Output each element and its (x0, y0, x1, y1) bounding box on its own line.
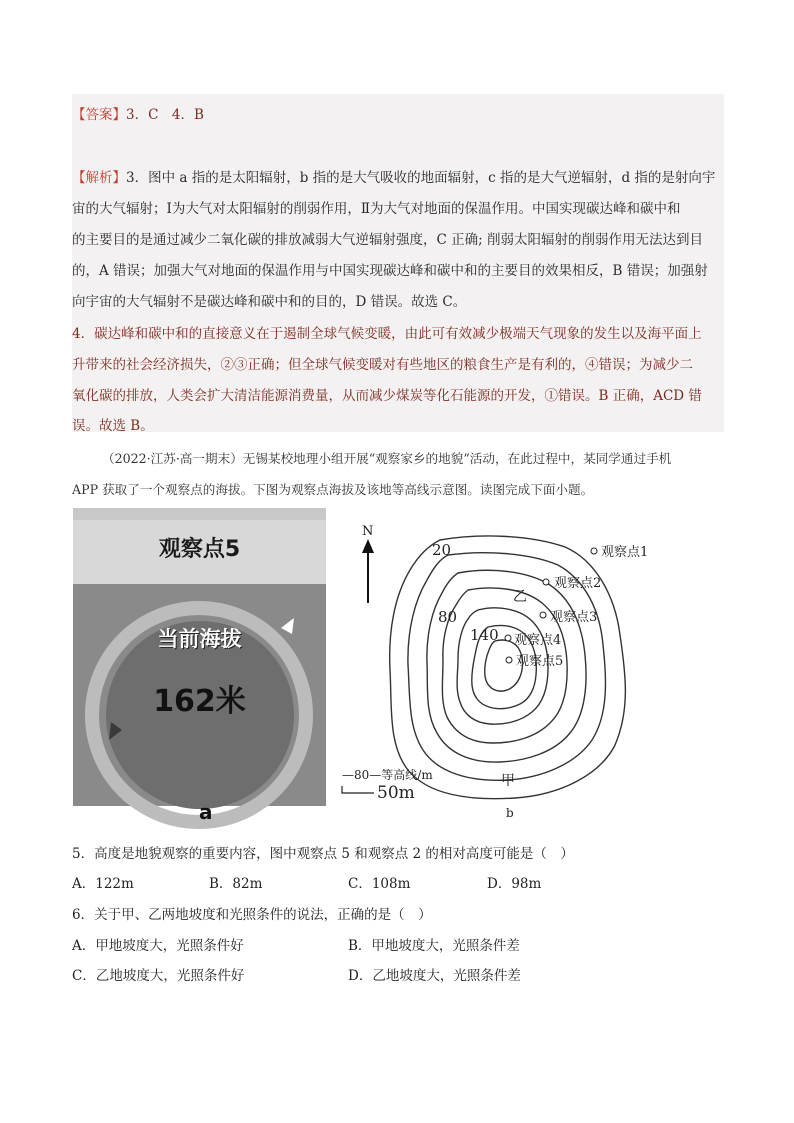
observation-point-icon (505, 635, 511, 641)
answer-line (72, 103, 727, 123)
dial-pointer-icon (109, 722, 122, 740)
q6-option-d: D．乙地坡度大，光照条件差 (348, 968, 521, 984)
legend-scale: 50m (377, 783, 415, 803)
figure-b-contour-map (330, 505, 670, 825)
north-label: N (362, 524, 374, 539)
q5-option-b: B．82m (209, 876, 263, 892)
analysis-line-1 (72, 166, 727, 186)
analysis-line-5: 向宇宙的大气辐射不是碳达峰和碳中和的目的，D 错误。故选 C。 (72, 294, 467, 310)
analysis-line-2: 宙的大气辐射；Ⅰ为大气对太阳辐射的削弱作用，Ⅱ为大气对地面的保温作用。中国实现碳达峰和碳中和 (72, 201, 681, 217)
observation-point-icon (506, 657, 512, 663)
q5-option-c: C．108m (348, 876, 411, 892)
analysis-line-3: 的主要目的是通过减少二氧化碳的排放减弱大气逆辐射强度，C 正确; 削弱太阳辐射的削弱作用无法达到目 (72, 232, 703, 248)
analysis-tag: 【解析】 (72, 170, 126, 186)
figure-a-app-screen (73, 508, 326, 806)
figure-a-caption: a (199, 800, 213, 824)
observation-point-label: 观察点1 (601, 545, 649, 560)
figure-b-caption: b (506, 806, 514, 820)
observation-point-icon (543, 579, 549, 585)
observation-point-icon (591, 548, 597, 554)
analysis-q4-line-2: 升带来的社会经济损失，②③正确；但全球气候变暖对有些地区的粮食生产是有利的，④错误；为减少二 (72, 357, 693, 373)
intro-line-1: （2022·江苏·高一期末）无锡某校地理小组开展“观察家乡的地貌”活动，在此过程中，某同学通过手机 (102, 451, 672, 466)
altitude-value: 162米 (153, 684, 246, 719)
q6-stem: 6．关于甲、乙两地坡度和光照条件的说法，正确的是（ ） (72, 907, 432, 923)
place-label-yi: 乙 (513, 589, 527, 605)
scale-bar (342, 786, 374, 793)
observation-point-label: 观察点2 (554, 576, 602, 591)
analysis-q4-line-1: 4．碳达峰和碳中和的直接意义在于遏制全球气候变暖，由此可有效减少极端天气现象的发生以及海平面上 (72, 326, 702, 342)
analysis-text: 3．图中 a 指的是太阳辐射，b 指的是大气吸收的地面辐射，c 指的是大气逆辐射，d 指的是射向宇 (126, 170, 716, 186)
legend-contour: —80—等高线/m (342, 768, 433, 782)
altitude-label: 当前海拔 (157, 627, 242, 651)
north-arrow-icon (362, 539, 374, 603)
q5-option-a: A．122m (72, 876, 134, 892)
analysis-q4-line-4: 误。故选 B。 (72, 418, 154, 434)
observation-point-label: 观察点5 (516, 654, 564, 669)
answer-tag: 【答案】 (72, 107, 126, 123)
answer-text: 3．C 4．B (126, 107, 204, 123)
observation-point-label: 观察点4 (514, 633, 562, 648)
q6-option-a: A．甲地坡度大，光照条件好 (72, 938, 244, 954)
q5-option-d: D．98m (487, 876, 542, 892)
q6-option-b: B．甲地坡度大，光照条件差 (348, 938, 520, 954)
intro-line-2: APP 获取了一个观察点的海拔。下图为观察点海拔及该地等高线示意图。读图完成下面小题。 (72, 482, 594, 497)
q5-stem: 5．高度是地貌观察的重要内容，图中观察点 5 和观察点 2 的相对高度可能是（ ） (72, 846, 574, 862)
place-label-jia: 甲 (501, 773, 515, 789)
figure-a-dial-markers (73, 508, 326, 806)
observation-point-label: 观察点3 (550, 610, 598, 625)
analysis-q4-line-3: 氧化碳的排放，人类会扩大清洁能源消费量，从而减少煤炭等化石能源的开发，①错误。B 正确，ACD 错 (72, 388, 702, 404)
contour-label: 20 (432, 541, 452, 559)
contour-label: 140 (470, 626, 499, 644)
observation-point-icon (540, 612, 546, 618)
figure-a-title: 观察点5 (158, 537, 241, 562)
analysis-line-4: 的，A 错误；加强大气对地面的保温作用与中国实现碳达峰和碳中和的主要目的效果相反，B 错误；加强射 (72, 263, 708, 279)
contour-label: 80 (438, 608, 458, 626)
q6-option-c: C．乙地坡度大，光照条件好 (72, 968, 245, 984)
